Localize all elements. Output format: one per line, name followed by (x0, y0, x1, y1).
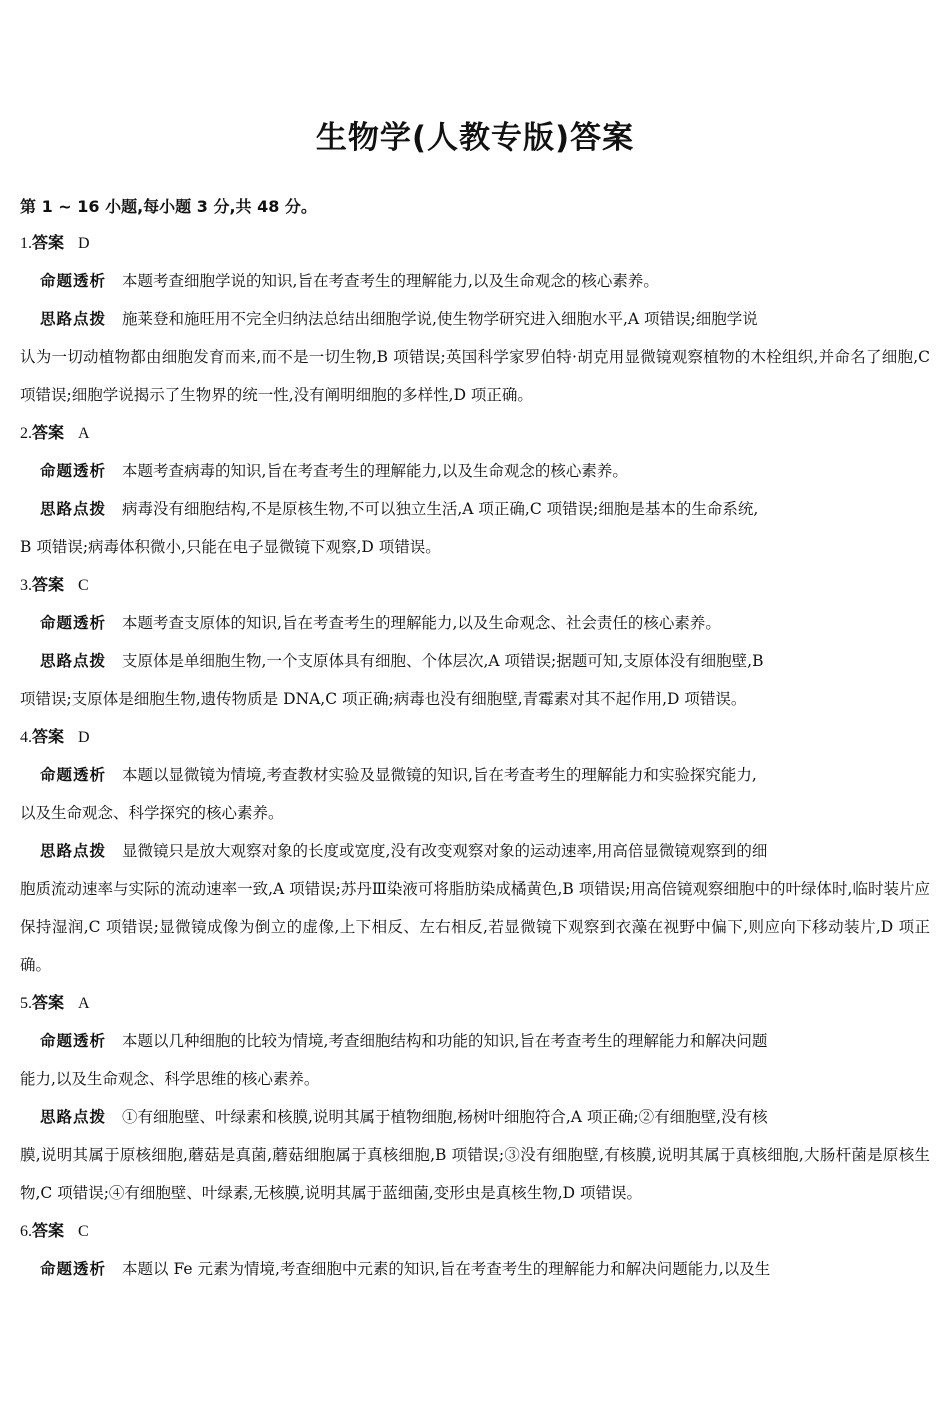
analysis-paragraph (40, 604, 930, 642)
answer-label: 答案 (32, 727, 65, 746)
answer-choice: A (78, 995, 90, 1012)
answer-line (20, 1212, 930, 1250)
analysis-paragraph (40, 756, 930, 794)
answer-line (20, 414, 930, 452)
question-number: 5. (20, 995, 32, 1012)
analysis-continued: 以及生命观念、科学探究的核心素养。 (20, 804, 284, 822)
question-block (20, 414, 930, 566)
question-block (20, 224, 930, 414)
answer-choice: D (78, 729, 90, 746)
explanation-label: 思路点拨 (40, 310, 107, 328)
explanation-label: 思路点拨 (40, 842, 107, 860)
analysis-paragraph (40, 262, 930, 300)
answer-choice: C (78, 1223, 89, 1240)
section-intro: 第 1 ~ 16 小题,每小题 3 分,共 48 分。 (20, 197, 317, 216)
question-block (20, 718, 930, 984)
analysis-label: 命题透析 (40, 614, 107, 632)
answer-label: 答案 (32, 233, 65, 252)
answer-choice: D (78, 235, 90, 252)
analysis-text: 本题以几种细胞的比较为情境,考查细胞结构和功能的知识,旨在考查考生的理解能力和解决问题 (122, 1032, 768, 1050)
answer-label: 答案 (32, 1221, 65, 1240)
analysis-text: 本题以 Fe 元素为情境,考查细胞中元素的知识,旨在考查考生的理解能力和解决问题能力,以及生 (122, 1260, 771, 1278)
question-block (20, 566, 930, 718)
analysis-paragraph (40, 1022, 930, 1060)
analysis-label: 命题透析 (40, 462, 107, 480)
explanation-text: 病毒没有细胞结构,不是原核生物,不可以独立生活,A 项正确,C 项错误;细胞是基本的生命系统, (122, 500, 759, 518)
answer-label: 答案 (32, 423, 65, 442)
analysis-paragraph (40, 452, 930, 490)
answer-label: 答案 (32, 993, 65, 1012)
explanation-text: 显微镜只是放大观察对象的长度或宽度,没有改变观察对象的运动速率,用高倍显微镜观察到的细 (122, 842, 768, 860)
analysis-paragraph (40, 1250, 930, 1288)
explanation-label: 思路点拨 (40, 1108, 107, 1126)
explanation-continued: 膜,说明其属于原核细胞,蘑菇是真菌,蘑菇细胞属于真核细胞,B 项错误;③没有细胞壁,有核膜,说明其属于真核细胞,大肠杆菌是原核生物,C 项错误;④有细胞壁、叶绿素,无核膜,说明其属于蓝细菌,变形虫是真核生物,D 项错误。 (20, 1146, 930, 1202)
explanation-paragraph (40, 490, 930, 528)
explanation-continued: B 项错误;病毒体积微小,只能在电子显微镜下观察,D 项错误。 (20, 538, 441, 556)
analysis-text: 本题考查支原体的知识,旨在考查考生的理解能力,以及生命观念、社会责任的核心素养。 (122, 614, 721, 632)
analysis-label: 命题透析 (40, 766, 107, 784)
analysis-text: 本题以显微镜为情境,考查教材实验及显微镜的知识,旨在考查考生的理解能力和实验探究能力, (122, 766, 757, 784)
explanation-continued: 项错误;支原体是细胞生物,遗传物质是 DNA,C 项正确;病毒也没有细胞壁,青霉素对其不起作用,D 项错误。 (20, 690, 747, 708)
explanation-paragraph (40, 1098, 930, 1136)
explanation-text: ①有细胞壁、叶绿素和核膜,说明其属于植物细胞,杨树叶细胞符合,A 项正确;②有细胞壁,没有核 (122, 1108, 768, 1126)
answer-line (20, 224, 930, 262)
question-number: 2. (20, 425, 32, 442)
question-number: 1. (20, 235, 32, 252)
answer-line (20, 984, 930, 1022)
question-number: 4. (20, 729, 32, 746)
analysis-text: 本题考查细胞学说的知识,旨在考查考生的理解能力,以及生命观念的核心素养。 (122, 272, 659, 290)
explanation-paragraph (40, 300, 930, 338)
explanation-paragraph (40, 832, 930, 870)
explanation-continued: 认为一切动植物都由细胞发育而来,而不是一切生物,B 项错误;英国科学家罗伯特·胡克用显微镜观察植物的木栓组织,并命名了细胞,C 项错误;细胞学说揭示了生物界的统一性,没有阐明细胞的多样性,D 项正确。 (20, 348, 930, 404)
explanation-text: 支原体是单细胞生物,一个支原体具有细胞、个体层次,A 项错误;据题可知,支原体没有细胞壁,B (122, 652, 764, 670)
explanation-label: 思路点拨 (40, 652, 107, 670)
answer-content (20, 190, 930, 1288)
answer-label: 答案 (32, 575, 65, 594)
answer-choice: C (78, 577, 89, 594)
analysis-label: 命题透析 (40, 1032, 107, 1050)
explanation-continued: 胞质流动速率与实际的流动速率一致,A 项错误;苏丹Ⅲ染液可将脂肪染成橘黄色,B 项错误;用高倍镜观察细胞中的叶绿体时,临时装片应保持湿润,C 项错误;显微镜成像为倒立的虚像,上下相反、左右相反,若显微镜下观察到衣藻在视野中偏下,则应向下移动装片,D 项正确。 (20, 880, 930, 974)
answer-choice: A (78, 425, 90, 442)
analysis-label: 命题透析 (40, 272, 107, 290)
answer-line (20, 566, 930, 604)
answer-line (20, 718, 930, 756)
explanation-paragraph (40, 642, 930, 680)
analysis-label: 命题透析 (40, 1260, 107, 1278)
analysis-text: 本题考查病毒的知识,旨在考查考生的理解能力,以及生命观念的核心素养。 (122, 462, 628, 480)
question-block (20, 984, 930, 1212)
question-number: 6. (20, 1223, 32, 1240)
question-block (20, 1212, 930, 1288)
question-number: 3. (20, 577, 32, 594)
analysis-continued: 能力,以及生命观念、科学思维的核心素养。 (20, 1070, 320, 1088)
page-title: 生物学(人教专版)答案 (315, 120, 635, 156)
explanation-label: 思路点拨 (40, 500, 107, 518)
explanation-text: 施莱登和施旺用不完全归纳法总结出细胞学说,使生物学研究进入细胞水平,A 项错误;细胞学说 (122, 310, 758, 328)
